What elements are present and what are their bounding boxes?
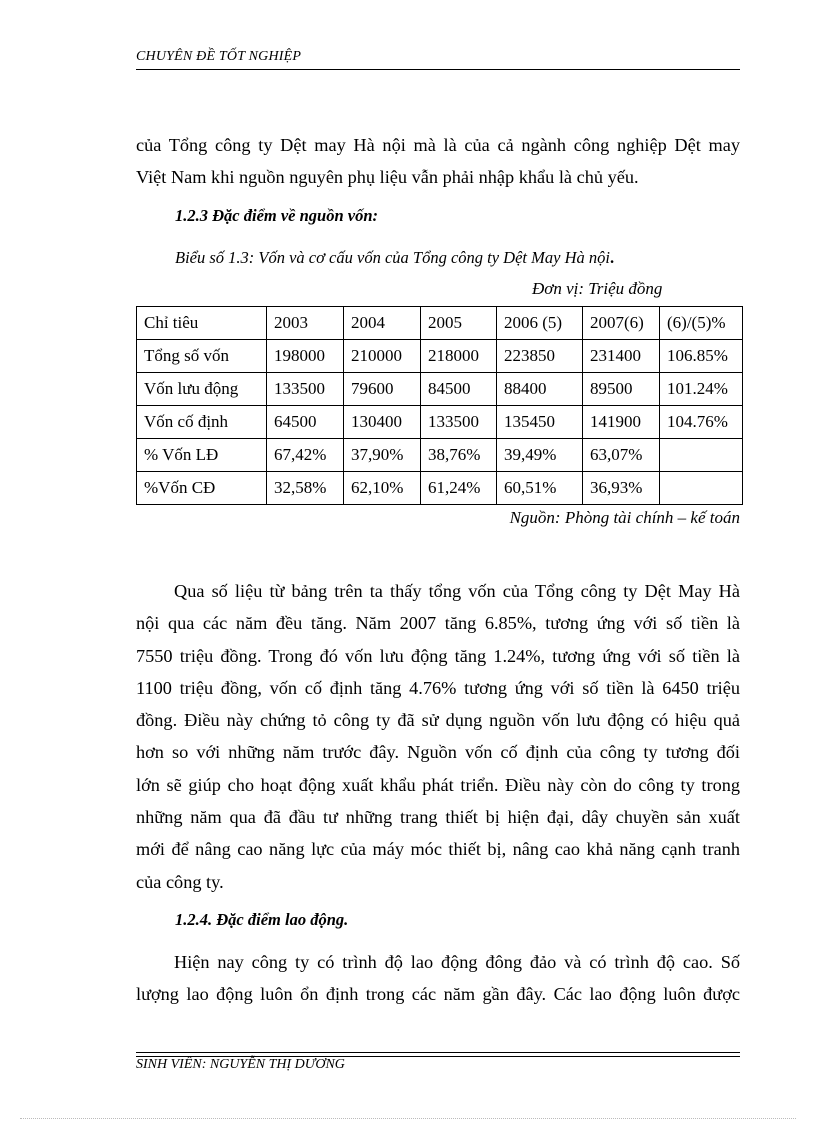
table-unit: Đơn vị: Triệu đồng xyxy=(532,279,663,298)
table-cell xyxy=(660,439,743,472)
table-cell: 210000 xyxy=(344,340,421,373)
intro-paragraph xyxy=(136,129,740,194)
table-cell: 61,24% xyxy=(421,472,497,505)
paragraph-line: của công ty. xyxy=(136,871,224,892)
table-cell: 89500 xyxy=(583,373,660,406)
paragraph-line: hơn so với những năm trước đây. Nguồn vốn cố định của công ty tương đối xyxy=(136,742,740,763)
table-cell: 67,42% xyxy=(267,439,344,472)
table-caption-period: . xyxy=(609,248,615,267)
page-footer-author: SINH VIÊN: NGUYỄN THỊ DƯƠNG xyxy=(136,1057,345,1072)
table-cell: 218000 xyxy=(421,340,497,373)
table-cell: 84500 xyxy=(421,373,497,406)
table-cell: 39,49% xyxy=(497,439,583,472)
table-cell: 38,76% xyxy=(421,439,497,472)
table-cell: % Vốn LĐ xyxy=(137,439,267,472)
table-header-cell: (6)/(5)% xyxy=(660,307,743,340)
footer-rule xyxy=(136,1052,740,1053)
paragraph-line: 1100 triệu đồng, vốn cố định tăng 4.76% tương ứng với số tiền là 6450 triệu xyxy=(136,677,740,698)
table-header-cell: 2005 xyxy=(421,307,497,340)
table-header-cell: 2003 xyxy=(267,307,344,340)
table-row xyxy=(137,472,743,505)
table-cell: 135450 xyxy=(497,406,583,439)
paragraph-line: nội qua các năm đều tăng. Năm 2007 tăng 6.85%, tương ứng với số tiền là xyxy=(136,613,740,634)
table-cell: 37,90% xyxy=(344,439,421,472)
table-cell: 133500 xyxy=(421,406,497,439)
paragraph-line: Việt Nam khi nguồn nguyên phụ liệu vẫn phải nhập khẩu là chủ yếu. xyxy=(136,167,639,188)
table-source: Nguồn: Phòng tài chính – kế toán xyxy=(509,508,740,527)
paragraph-line: lớn sẽ giúp cho hoạt động xuất khẩu phát triển. Điều này còn do công ty trong xyxy=(136,774,740,795)
table-cell: 106.85% xyxy=(660,340,743,373)
table-cell: 64500 xyxy=(267,406,344,439)
table-header-cell: 2006 (5) xyxy=(497,307,583,340)
table-cell: Tổng số vốn xyxy=(137,340,267,373)
table-cell: 141900 xyxy=(583,406,660,439)
analysis-paragraph xyxy=(136,575,740,898)
paragraph-line: của Tổng công ty Dệt may Hà nội mà là của cả ngành công nghiệp Dệt may xyxy=(136,135,740,155)
table-cell: 32,58% xyxy=(267,472,344,505)
capital-table xyxy=(136,306,743,505)
paragraph-line: mới để nâng cao năng lực của máy móc thiết bị, nâng cao khả năng cạnh tranh xyxy=(136,839,740,860)
paragraph-line: những năm qua đã đầu tư những trang thiết bị hiện đại, dây chuyền sản xuất xyxy=(136,807,740,828)
table-cell: 101.24% xyxy=(660,373,743,406)
table-caption xyxy=(175,248,614,268)
table-cell: 60,51% xyxy=(497,472,583,505)
table-row xyxy=(137,439,743,472)
table-row xyxy=(137,340,743,373)
table-cell: 130400 xyxy=(344,406,421,439)
header-rule xyxy=(136,69,740,70)
table-cell: 36,93% xyxy=(583,472,660,505)
section-heading-capital: 1.2.3 Đặc điểm về nguồn vốn: xyxy=(175,206,379,225)
table-cell: 79600 xyxy=(344,373,421,406)
paragraph-line: 7550 triệu đồng. Trong đó vốn lưu động tăng 1.24%, tương ứng với số tiền là xyxy=(136,645,740,666)
table-cell: 198000 xyxy=(267,340,344,373)
table-header-cell: 2007(6) xyxy=(583,307,660,340)
table-cell: 133500 xyxy=(267,373,344,406)
table-cell: 231400 xyxy=(583,340,660,373)
section-heading-labor: 1.2.4. Đặc điểm lao động. xyxy=(175,910,349,929)
table-cell xyxy=(660,472,743,505)
table-row xyxy=(137,406,743,439)
table-cell: Vốn lưu động xyxy=(137,373,267,406)
table-cell: 62,10% xyxy=(344,472,421,505)
labor-paragraph xyxy=(136,946,740,1011)
paragraph-line: Hiện nay công ty có trình độ lao động đông đảo và có trình độ cao. Số xyxy=(174,952,740,972)
paragraph-line: lượng lao động luôn ổn định trong các năm gần đây. Các lao động luôn được xyxy=(136,984,740,1005)
table-cell: Vốn cố định xyxy=(137,406,267,439)
table-header-cell: 2004 xyxy=(344,307,421,340)
table-cell: %Vốn CĐ xyxy=(137,472,267,505)
table-cell: 63,07% xyxy=(583,439,660,472)
page-bottom-border xyxy=(20,1118,796,1119)
paragraph-line: đồng. Điều này chứng tỏ công ty đã sử dụng nguồn vốn lưu động có hiệu quả xyxy=(136,710,740,731)
table-cell: 88400 xyxy=(497,373,583,406)
table-row xyxy=(137,373,743,406)
paragraph-line: Qua số liệu từ bảng trên ta thấy tổng vốn của Tổng công ty Dệt May Hà xyxy=(174,581,740,601)
table-cell: 104.76% xyxy=(660,406,743,439)
table-header-row xyxy=(137,307,743,340)
table-caption-text: Biểu số 1.3: Vốn và cơ cấu vốn của Tổng công ty Dệt May Hà nội xyxy=(175,248,610,267)
page-header-title: CHUYÊN ĐỀ TỐT NGHIỆP xyxy=(136,49,302,64)
table-cell: 223850 xyxy=(497,340,583,373)
table-header-cell: Chỉ tiêu xyxy=(137,307,267,340)
